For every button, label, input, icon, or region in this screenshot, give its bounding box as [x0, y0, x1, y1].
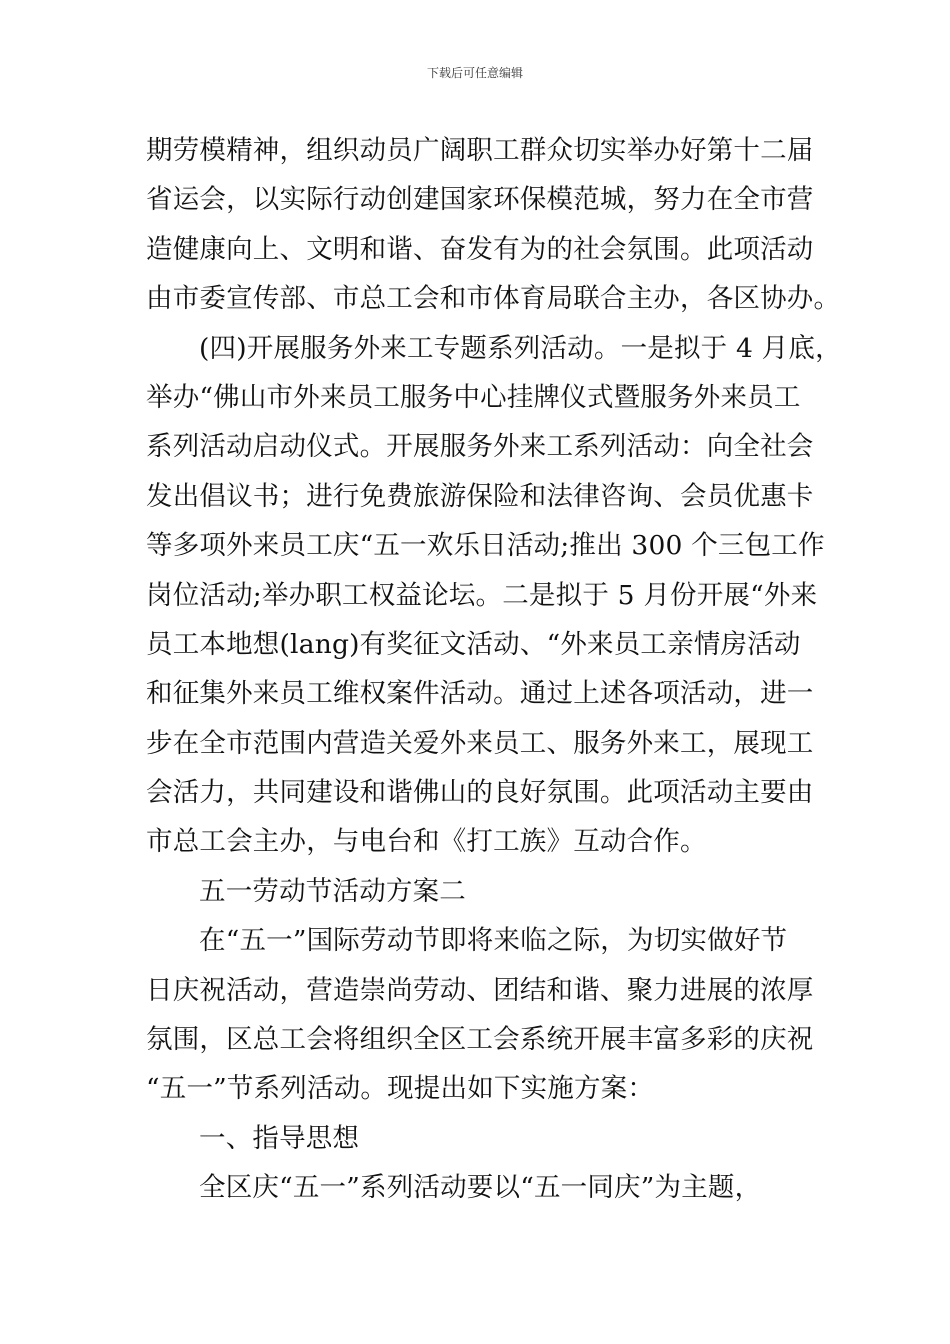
- text-line: 日庆祝活动，营造崇尚劳动、团结和谐、聚力进展的浓厚: [146, 974, 814, 1006]
- text-line: 全区庆“五一”系列活动要以“五一同庆”为主题，: [199, 1172, 762, 1204]
- text-line: “五一”节系列活动。现提出如下实施方案：: [146, 1073, 655, 1105]
- text-line: 在“五一”国际劳动节即将来临之际，为切实做好节: [199, 925, 788, 957]
- document-body: [146, 126, 842, 1213]
- text-line: 期劳模精神，组织动员广阔职工群众切实举办好第十二届: [146, 135, 814, 166]
- text-line: 举办“佛山市外来员工服务中心挂牌仪式暨服务外来员工: [146, 381, 801, 413]
- text-line: 系列活动启动仪式。开展服务外来工系列活动：向全社会: [146, 431, 814, 463]
- text-line: 省运会，以实际行动创建国家环保模范城，努力在全市营: [146, 184, 814, 216]
- section-heading: 五一劳动节活动方案二: [199, 875, 466, 907]
- page-header: 下载后可任意编辑: [426, 66, 523, 80]
- text-line: 造健康向上、文明和谐、奋发有为的社会氛围。此项活动: [146, 233, 814, 265]
- text-line: (四)开展服务外来工专题系列活动。一是拟于 4 月底，: [199, 332, 842, 364]
- section-heading: 一、指导思想: [199, 1122, 360, 1154]
- text-line: 会活力，共同建设和谐佛山的良好氛围。此项活动主要由: [146, 777, 814, 809]
- text-line: 氛围，区总工会将组织全区工会系统开展丰富多彩的庆祝: [146, 1024, 814, 1056]
- text-line: 和征集外来员工维权案件活动。通过上述各项活动，进一: [146, 678, 814, 710]
- text-line: 由市委宣传部、市总工会和市体育局联合主办，各区协办。: [146, 283, 841, 315]
- text-line: 等多项外来员工庆“五一欢乐日活动;推出 300 个三包工作: [146, 530, 825, 562]
- text-line: 市总工会主办，与电台和《打工族》互动合作。: [146, 826, 707, 858]
- text-line: 岗位活动;举办职工权益论坛。二是拟于 5 月份开展“外来: [146, 579, 818, 611]
- text-line: 员工本地想(lang)有奖征文活动、“外来员工亲情房活动: [146, 628, 801, 660]
- text-line: 步在全市范围内营造关爱外来员工、服务外来工，展现工: [146, 727, 814, 759]
- text-line: 发出倡议书；进行免费旅游保险和法律咨询、会员优惠卡: [146, 480, 814, 512]
